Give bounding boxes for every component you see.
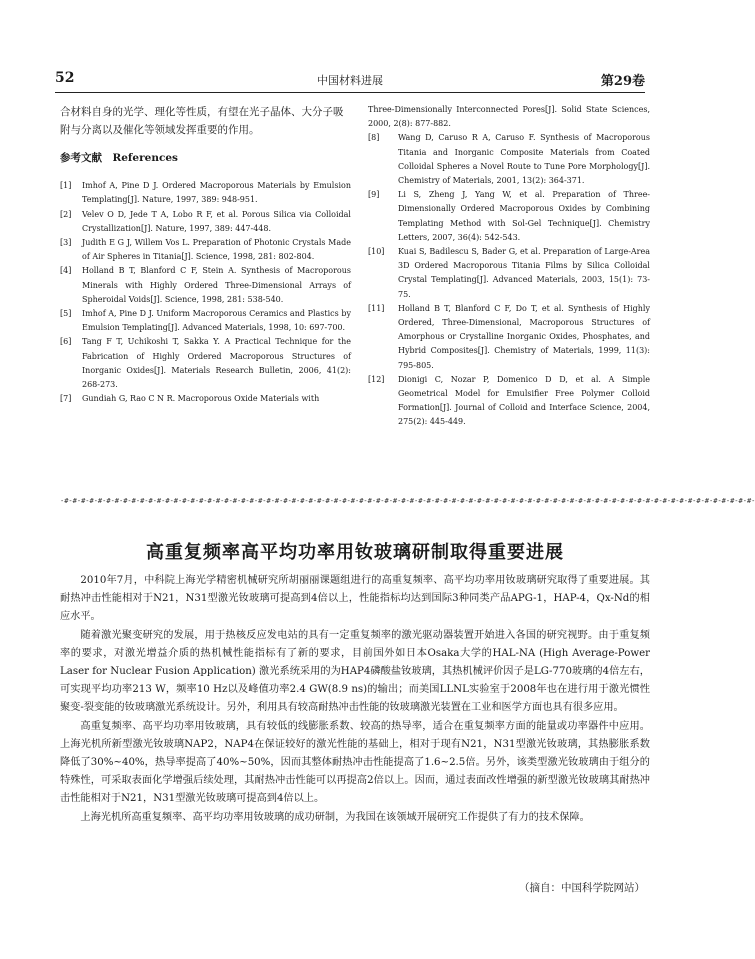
news-paragraph: 高重复频率、高平均功率用钕玻璃，具有较低的线膨胀系数、较高的热导率，适合在重复频率方面的能量或功率器件中应用。上海光机所新型激光钕玻璃NAP2，NAP4在保证较好的激光性能的基础上，相对于现有N21，N31型激光钕玻璃，其热膨胀系数降低了30%~40%，热导率提高了40%~50%，因而其整体耐热冲击性能提高了1.6~2.5倍。另外，该类型激光钕玻璃由于组分的特殊性，可采取表面化学增强后续处理，其耐热冲击性能可以再提高2倍以上。因而，通过表面改性增强的新型激光钕玻璃其耐热冲击性能相对于N21，N31型激光钕玻璃可提高到4倍以上。: [60, 720, 650, 805]
reference-text: Three-Dimensionally Interconnected Pores[J]. Solid State Sciences, 2000, 2(8): 877-882.: [368, 105, 650, 129]
page-header: [55, 70, 645, 93]
reference-text: Imhof A, Pine D J. Uniform Macroporous Ceramics and Plastics by Emulsion Templating[J]. Advanced Materials, 1998, 10: 697-700.: [82, 309, 351, 333]
reference-number: [10]: [368, 247, 385, 257]
news-paragraph: 2010年7月，中科院上海光学精密机械研究所胡丽丽课题组进行的高重复频率、高平均功率用钕玻璃研究取得了重要进展。其耐热冲击性能相对于N21，N31型激光钕玻璃可提高到4倍以上，性能指标均达到国际3种同类产品APG-1，HAP-4，Qx-Nd的相应水平。: [60, 575, 650, 623]
news-source: （摘自：中国科学院网站）: [519, 882, 645, 894]
reference-item: [368, 188, 650, 245]
section-divider: -#-#-#-#-#-#-#-#-#-#-#-#-#-#-#-#-#-#-#-#-#-#-#-#-#-#-#-#-#-#-#-#-#-#-#-#-#-#-#-#-#-#-#-#-#-#-#-#-#-#-#-#-#-#-#-#-#-#-#-#-#-#-#-#-#-#-#-#-#-#-#-#-#-#-#-#-#-#-#-#-#-#-: [60, 497, 755, 505]
reference-number: [8]: [368, 133, 380, 143]
reference-number: [4]: [60, 266, 72, 276]
reference-number: [5]: [60, 309, 72, 319]
right-column: [368, 103, 650, 430]
reference-item: [60, 335, 351, 392]
reference-text: Velev O D, Jede T A, Lobo R F, et al. Porous Silica via Colloidal Crystallization[J]. Nature, 1997, 389: 447-448.: [82, 209, 351, 233]
reference-number: [12]: [368, 374, 385, 384]
reference-item: [60, 208, 351, 236]
reference-text: Li S, Zheng J, Yang W, et al. Preparation of Three-Dimensionally Ordered Macroporous Oxides by Combining Templating Method with Sol-Gel Technique[J]. Chemistry Letters, 2007, 36(4): 542-543.: [398, 190, 650, 242]
reference-number: [6]: [60, 337, 72, 347]
reference-item: [368, 373, 650, 430]
volume-label: 第29卷: [600, 74, 645, 89]
reference-number: [2]: [60, 209, 72, 219]
left-reference-list: [60, 179, 351, 406]
reference-item: [60, 236, 351, 264]
reference-number: [7]: [60, 394, 72, 404]
reference-text: Gundiah G, Rao C N R. Macroporous Oxide Materials with: [82, 394, 320, 404]
reference-text: Wang D, Caruso R A, Caruso F. Synthesis of Macroporous Titania and Inorganic Composite Materials from Coated Colloidal Spheres a Novel Route to Tune Pore Morphology[J]. Chemistry of Materials, 2001, 13(2): 364-371.: [398, 133, 650, 186]
news-title: 高重复频率高平均功率用钕玻璃研制取得重要进展: [146, 542, 564, 563]
reference-text: Judith E G J, Willem Vos L. Preparation of Photonic Crystals Made of Air Spheres in Titania[J]. Science, 1998, 281: 802-804.: [82, 238, 351, 262]
reference-item: [368, 245, 650, 302]
reference-text: Imhof A, Pine D J. Ordered Macroporous Materials by Emulsion Templating[J]. Nature, 1997, 389: 948-951.: [82, 181, 351, 205]
reference-item: [368, 131, 650, 188]
reference-continuation: [368, 103, 650, 131]
reference-text: Dionigi C, Nozar P, Domenico D D, et al. A Simple Geometrical Model for Emulsifier Free Polymer Colloid Formation[J]. Journal of Colloid and Interface Science, 2004, 275(2): 445-449.: [398, 374, 650, 427]
reference-text: Holland B T, Blanford C F, Do T, et al. Synthesis of Highly Ordered, Three-Dimensional, Macroporous Structures of Amorphous or Crystalline Inorganic Oxides, Phosphates, and Hybrid Composites[J]. Chemistry of Materials, 1999, 11(3): 795-805.: [398, 303, 650, 370]
journal-title: 中国材料进展: [317, 74, 383, 87]
reference-item: [368, 302, 650, 373]
left-column: [60, 103, 351, 406]
reference-item: [60, 392, 351, 406]
reference-text: Tang F T, Uchikoshi T, Sakka Y. A Practical Technique for the Fabrication of Highly Ordered Macroporous Structures of Inorganic Oxides[J]. Materials Research Bulletin, 2006, 41(2): 268-273.: [82, 337, 351, 390]
news-paragraph: 上海光机所高重复频率、高平均功率用钕玻璃的成功研制，为我国在该领域开展研究工作提供了有力的技术保障。: [80, 811, 590, 823]
reference-text: Holland B T, Blanford C F, Stein A. Synthesis of Macroporous Minerals with Highly Ordered Three-Dimensional Arrays of Spheroidal Voids[J]. Science, 1998, 281: 538-540.: [82, 266, 351, 304]
reference-number: [1]: [60, 181, 72, 191]
reference-number: [11]: [368, 303, 385, 313]
news-paragraph: 随着激光聚变研究的发展，用于热核反应发电站的具有一定重复频率的激光驱动器装置开始进入各国的研究视野。由于重复频率的要求，对激光增益介质的热机械性能指标有了新的要求，目前国外如日本Osaka大学的HAL-NA (High Average-Power Laser for Nuclear Fusion Application) 激光系统采用的为HAP4磷酸盐钕玻璃，其热机械评价因子是LG-770玻璃的4倍左右，可实现平均功率213 W，频率10 Hz以及峰值功率2.4 GW(8.9 ns)的输出；而美国LLNL实验室于2008年也在进行用于激光惯性聚变-裂变能的钕玻璃激光系统设计。另外，利用具有较高耐热冲击性能的钕玻璃激光装置在工业和医学方面也具有很多应用。: [60, 629, 650, 714]
reference-number: [3]: [60, 238, 72, 248]
right-reference-list: [368, 131, 650, 429]
intro-paragraph: 合材料自身的光学、理化等性质，有望在光子晶体、大分子吸附与分离以及催化等领域发挥重要的作用。: [60, 106, 344, 136]
reference-item: [60, 307, 351, 335]
reference-item: [60, 264, 351, 307]
page-number: 52: [55, 70, 75, 86]
news-body: [60, 572, 650, 827]
reference-item: [60, 179, 351, 207]
references-heading: 参考文献 References: [60, 152, 178, 164]
reference-text: Kuai S, Badilescu S, Bader G, et al. Preparation of Large-Area 3D Ordered Macroporous Titania Films by Silica Colloidal Crystal Templating[J]. Advanced Materials, 2003, 15(1): 73-75.: [398, 247, 650, 299]
reference-number: [9]: [368, 190, 380, 200]
